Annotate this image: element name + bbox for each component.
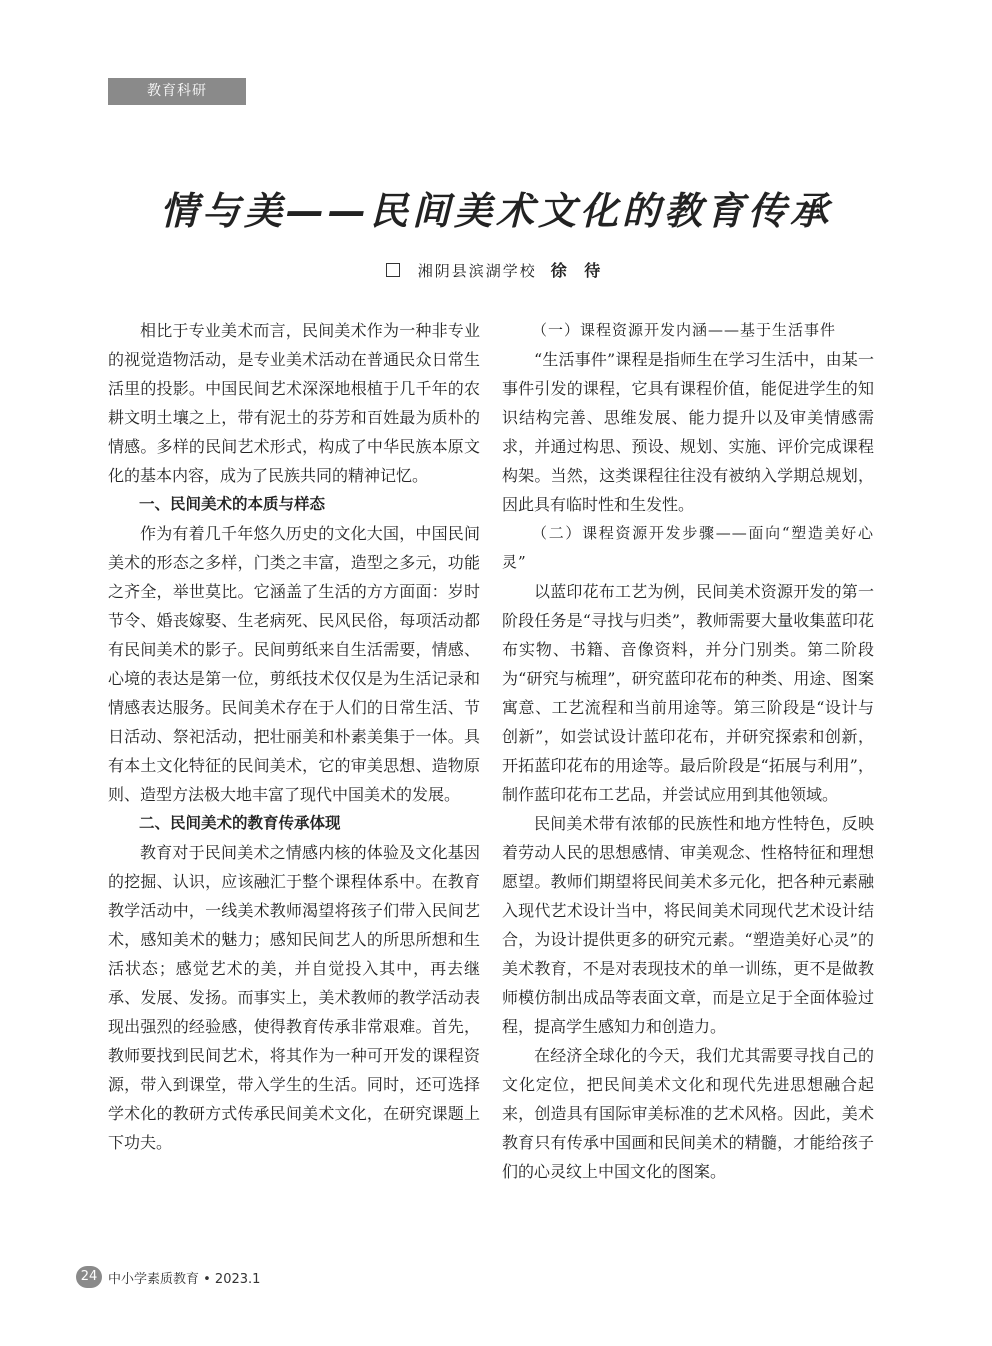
paragraph: “生活事件”课程是指师生在学习生活中，由某一事件引发的课程，它具有课程价值，能促进学生的知识结构完善、思维发展、能力提升以及审美情感需求，并通过构思、预设、规划、实施、评价完成课程构架。当然，这类课程往往没有被纳入学期总规划，因此具有临时性和生发性。	[502, 350, 874, 514]
journal-info: 中小学素质教育 • 2023.1	[108, 1271, 261, 1287]
right-column	[502, 316, 874, 1186]
left-column	[108, 316, 480, 1157]
article-title: 情与美——民间美术文化的教育传承	[159, 189, 832, 233]
paragraph: 教育对于民间美术之情感内核的体验及文化基因的挖掘、认识，应该融汇于整个课程体系中。在教育教学活动中，一线美术教师渴望将孩子们带入民间艺术，感知美术的魅力；感知民间艺人的所思所想和生活状态；感觉艺术的美，并自觉投入其中，再去继承、发展、发扬。而事实上，美术教师的教学活动表现出强烈的经验感，使得教育传承非常艰难。首先，教师要找到民间艺术，将其作为一种可开发的课程资源，带入到课堂，带入学生的生活。同时，还可选择学术化的教研方式传承民间美术文化，在研究课题上下功夫。	[108, 843, 480, 1152]
page-footer	[76, 1265, 260, 1289]
author-school: 湘阴县滨湖学校	[417, 262, 537, 280]
byline	[0, 258, 992, 281]
section-heading: 一、民间美术的本质与样态	[139, 495, 326, 513]
paragraph: 作为有着几千年悠久历史的文化大国，中国民间美术的形态之多样，门类之丰富，造型之多元，功能之齐全，举世莫比。它涵盖了生活的方方面面：岁时节令、婚丧嫁娶、生老病死、民风民俗，每项活动都有民间美术的影子。民间剪纸来自生活需要，情感、心境的表达是第一位，剪纸技术仅仅是为生活记录和情感表达服务。民间美术存在于人们的日常生活、节日活动、祭祀活动，把壮丽美和朴素美集于一体。具有本土文化特征的民间美术，它的审美思想、造物原则、造型方法极大地丰富了现代中国美术的发展。	[108, 524, 480, 804]
section-heading: 二、民间美术的教育传承体现	[139, 814, 341, 832]
paragraph: 民间美术带有浓郁的民族性和地方性特色，反映着劳动人民的思想感情、审美观念、性格特征和理想愿望。教师们期望将民间美术多元化，把各种元素融入现代艺术设计当中，将民间美术同现代艺术设计结合，为设计提供更多的研究元素。“塑造美好心灵”的美术教育，不是对表现技术的单一训练，更不是做教师模仿制出成品等表面文章，而是立足于全面体验过程，提高学生感知力和创造力。	[502, 814, 874, 1036]
section-tag: 教育科研	[108, 78, 246, 105]
square-bullet-icon	[386, 263, 400, 277]
paragraph: 以蓝印花布工艺为例，民间美术资源开发的第一阶段任务是“寻找与归类”，教师需要大量收集蓝印花布实物、书籍、音像资料，并分门别类。第二阶段为“研究与梳理”，研究蓝印花布的种类、用途、图案寓意、工艺流程和当前用途等。第三阶段是“设计与创新”，如尝试设计蓝印花布，并研究探索和创新，开拓蓝印花布的用途等。最后阶段是“拓展与利用”，制作蓝印花布工艺品，并尝试应用到其他领域。	[502, 582, 874, 804]
subsection-heading: （二）课程资源开发步骤——面向“塑造美好心灵”	[502, 524, 874, 571]
author-name: 徐 待	[550, 261, 607, 280]
subsection-heading: （一）课程资源开发内涵——基于生活事件	[532, 321, 837, 339]
paragraph: 在经济全球化的今天，我们尤其需要寻找自己的文化定位，把民间美术文化和现代先进思想融合起来，创造具有国际审美标准的艺术风格。因此，美术教育只有传承中国画和民间美术的精髓，才能给孩子们的心灵纹上中国文化的图案。	[502, 1046, 874, 1181]
paragraph: 相比于专业美术而言，民间美术作为一种非专业的视觉造物活动，是专业美术活动在普通民众日常生活里的投影。中国民间艺术深深地根植于几千年的农耕文明土壤之上，带有泥土的芬芳和百姓最为质朴的情感。多样的民间艺术形式，构成了中华民族本原文化的基本内容，成为了民族共同的精神记忆。	[108, 321, 480, 485]
page-number: 24	[76, 1266, 102, 1288]
